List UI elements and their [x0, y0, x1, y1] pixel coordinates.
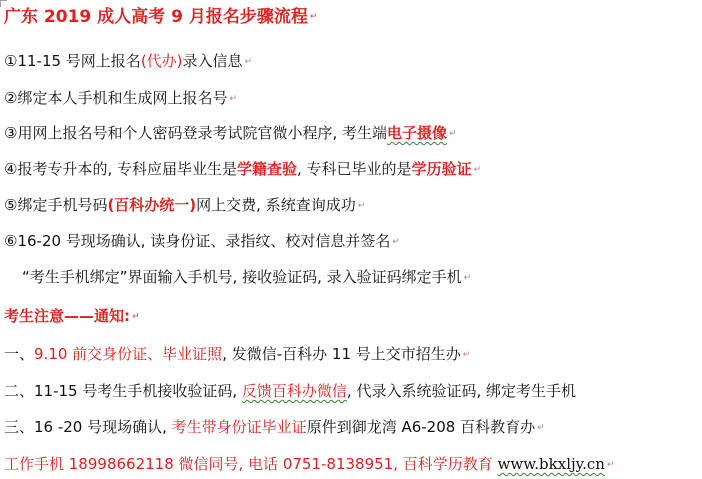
step-2-text: ②绑定本人手机和生成网上报名号 [4, 89, 228, 107]
step-7 [22, 266, 471, 289]
paragraph-mark-icon: ↵ [449, 128, 457, 139]
paragraph-mark-icon: ↵ [309, 12, 318, 22]
notice-1 [4, 343, 470, 366]
notice-3 [4, 416, 545, 439]
step-3-prefix: ③用网上报名号和个人密码登录考试院官微小程序, 考生端 [4, 124, 387, 142]
step-2 [4, 87, 237, 110]
contact-info: 工作手机 18998662118 微信同号, 电话 0751-8138951, 百科学历教育 [4, 455, 493, 473]
step-4-mid: , 专科已毕业的是 [297, 160, 412, 178]
step-4-prefix: ④报考专升本的, 专科应届毕业生是 [4, 160, 237, 178]
paragraph-mark-icon: ↵ [463, 272, 472, 283]
step-3-highlight: 电子摄像 [387, 124, 448, 142]
document-title [4, 6, 317, 28]
website-link[interactable]: www.bkxljy.cn [497, 455, 605, 473]
notice-3-highlight: 考生带身份证毕业证 [171, 418, 307, 436]
notice-2-highlight: 反馈百科办微信 [241, 382, 347, 400]
step-5 [4, 194, 365, 217]
paragraph-mark-icon: ↵ [606, 459, 615, 470]
step-7-text: “考生手机绑定”界面输入手机号, 接收验证码, 录入验证码绑定手机 [22, 268, 462, 286]
notice-2-suffix: , 代录入系统验证码, 绑定考生手机 [346, 382, 576, 400]
step-5-prefix: ⑤绑定手机号码 [4, 196, 108, 214]
paragraph-mark-icon: ↵ [132, 311, 140, 322]
notice-heading [4, 305, 140, 328]
step-6 [4, 230, 400, 253]
step-1 [4, 50, 252, 73]
paragraph-mark-icon: ↵ [244, 56, 253, 67]
notice-1-highlight: 9.10 前交身份证、毕业证照 [34, 345, 223, 363]
step-6-text: ⑥16-20 号现场确认, 读身份证、录指纹、校对信息并签名 [4, 232, 391, 250]
step-3 [4, 122, 457, 145]
notice-3-suffix: 原件到御龙湾 A6-208 百科教育办 [306, 418, 536, 436]
notice-1-suffix: , 发微信-百科办 11 号上交市招生办 [222, 345, 461, 363]
step-1-suffix: 录入信息 [182, 52, 243, 70]
contact-line [4, 453, 615, 476]
notice-2 [4, 380, 576, 402]
step-1-prefix: ①11-15 号网上报名 [4, 52, 141, 70]
paragraph-mark-icon: ↵ [229, 93, 237, 104]
notice-3-prefix: 三、16 -20 号现场确认, [4, 418, 172, 436]
paragraph-mark-icon: ↵ [392, 236, 400, 247]
step-4-highlight-2: 学历验证 [411, 160, 472, 178]
step-4 [4, 158, 481, 181]
step-4-highlight-1: 学籍查验 [237, 160, 298, 178]
paragraph-mark-icon: ↵ [357, 200, 366, 211]
step-5-highlight: (百科办统一) [107, 196, 197, 214]
title-text: 广东 2019 成人高考 9 月报名步骤流程 [4, 7, 308, 27]
notice-2-prefix: 二、11-15 号考生手机接收验证码, [4, 382, 242, 400]
step-1-highlight: (代办) [140, 52, 183, 70]
paragraph-mark-icon: ↵ [462, 349, 471, 360]
step-5-suffix: 网上交费, 系统查询成功 [196, 196, 356, 214]
notice-1-prefix: 一、 [4, 345, 35, 363]
paragraph-mark-icon: ↵ [473, 164, 482, 175]
paragraph-mark-icon: ↵ [537, 422, 545, 433]
notice-heading-text: 考生注意——通知: [4, 307, 130, 325]
